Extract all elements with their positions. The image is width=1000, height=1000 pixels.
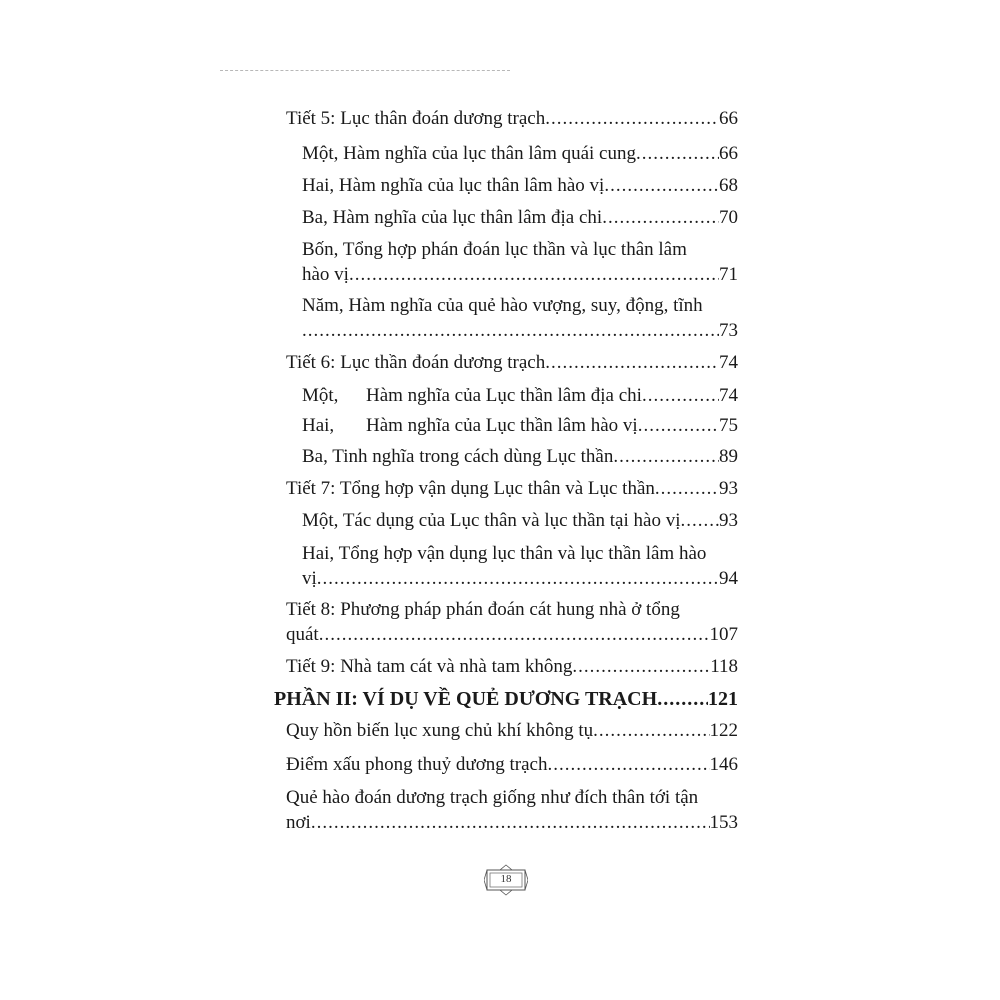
top-decorative-rule [220, 70, 510, 71]
toc-entry-title: Hai, Hàm nghĩa của lục thân lâm hào vị [302, 175, 605, 196]
dot-leader [572, 656, 710, 678]
toc-entry-title: Ba, Tinh nghĩa trong cách dùng Lục thần [302, 446, 614, 467]
toc-entry [302, 446, 738, 468]
toc-entry [302, 320, 738, 342]
dot-leader [636, 143, 719, 165]
toc-entry-page: 93 [719, 478, 738, 499]
toc-entry-page: 153 [709, 812, 738, 833]
toc-section-heading [274, 688, 738, 710]
dot-leader [545, 352, 719, 374]
toc-entry-title: Tiết 6: Lục thần đoán dương trạch [286, 352, 546, 373]
dot-leader [655, 478, 719, 500]
dot-leader [311, 812, 710, 834]
toc-entry [302, 264, 738, 286]
toc-entry [286, 624, 738, 646]
dot-leader [642, 385, 719, 407]
dot-leader [349, 264, 719, 286]
dot-leader [302, 320, 719, 342]
toc-entry-title-continued: vị [302, 568, 317, 589]
toc-entry [302, 143, 738, 165]
toc-entry-title: Ba, Hàm nghĩa của lục thân lâm địa chi [302, 207, 603, 228]
toc-entry [286, 656, 738, 678]
dot-leader [319, 624, 710, 646]
toc-entry [302, 510, 738, 532]
toc-entry-page: 74 [719, 352, 738, 373]
toc-entry-title: Tiết 8: Phương pháp phán đoán cát hung nhà ở tổng [286, 599, 680, 620]
toc-entry-title: Tiết 5: Lục thân đoán dương trạch [286, 108, 546, 129]
toc-entry-page: 107 [709, 624, 738, 645]
toc-entry-page: 73 [719, 320, 738, 341]
toc-entry-title-continued: quát [286, 624, 319, 645]
dot-leader [613, 446, 719, 468]
page-number: 18 [500, 873, 512, 885]
toc-entry-page: 89 [719, 446, 738, 467]
toc-entry-title: Hàm nghĩa của Lục thần lâm địa chi [366, 385, 642, 406]
toc-entry [286, 352, 738, 374]
toc-entry-title: Hàm nghĩa của Lục thần lâm hào vị [366, 415, 638, 436]
toc-entry-label: Hai, [302, 415, 335, 436]
toc-entry-title: Quy hồn biến lục xung chủ khí không tụ [286, 720, 594, 741]
toc-entry-page: 70 [719, 207, 738, 228]
toc-entry-page: 68 [719, 175, 738, 196]
toc-entry-title-continued: hào vị [302, 264, 349, 285]
toc-entry-label: Một, [302, 385, 339, 406]
toc-entry-title: Một, Tác dụng của Lục thân và lục thần tại hào vị [302, 510, 681, 531]
dot-leader [680, 510, 719, 532]
dot-leader [657, 688, 708, 710]
dot-leader [317, 568, 719, 590]
toc-entry-page: 71 [719, 264, 738, 285]
toc-entry-page: 74 [719, 385, 738, 406]
dot-leader [602, 207, 719, 229]
toc-entry [286, 720, 738, 742]
dot-leader [593, 720, 709, 742]
toc-entry-title: Bốn, Tổng hợp phán đoán lục thần và lục thân lâm [302, 239, 687, 260]
toc-entry [302, 415, 738, 437]
toc-entry [302, 207, 738, 229]
toc-entry [302, 568, 738, 590]
toc-entry-page: 121 [708, 688, 738, 710]
toc-entry-title-continued: nơi [286, 812, 311, 833]
toc-entry [302, 175, 738, 197]
page-number-ornament [484, 864, 528, 896]
toc-entry-title: Năm, Hàm nghĩa của quẻ hào vượng, suy, động, tĩnh [302, 295, 703, 316]
toc-entry [302, 385, 738, 407]
toc-entry-title: Hai, Tổng hợp vận dụng lục thân và lục thần lâm hào [302, 543, 707, 564]
toc-entry-title: Quẻ hào đoán dương trạch giống như đích thân tới tận [286, 787, 699, 808]
dot-leader [548, 754, 710, 776]
toc-entry [286, 754, 738, 776]
toc-entry-title: Tiết 9: Nhà tam cát và nhà tam không [286, 656, 573, 677]
toc-entry-page: 118 [710, 656, 738, 677]
dot-leader [545, 108, 719, 130]
toc-entry-page: 122 [709, 720, 738, 741]
toc-entry [286, 108, 738, 130]
toc-entry-page: 75 [719, 415, 738, 436]
toc-entry-page: 94 [719, 568, 738, 589]
toc-entry-page: 66 [719, 143, 738, 164]
toc-entry-title: Điểm xấu phong thuỷ dương trạch [286, 754, 548, 775]
toc-entry [286, 478, 738, 500]
toc-entry-title: Tiết 7: Tổng hợp vận dụng Lục thân và Lục thần [286, 478, 655, 499]
dot-leader [604, 175, 719, 197]
dot-leader [638, 415, 719, 437]
toc-entry-title: PHẦN II: VÍ DỤ VỀ QUẺ DƯƠNG TRẠCH [274, 688, 658, 710]
toc-entry-page: 146 [709, 754, 738, 775]
toc-entry-page: 93 [719, 510, 738, 531]
toc-entry [286, 812, 738, 834]
toc-entry-title: Một, Hàm nghĩa của lục thân lâm quái cung [302, 143, 636, 164]
toc-entry-page: 66 [719, 108, 738, 129]
